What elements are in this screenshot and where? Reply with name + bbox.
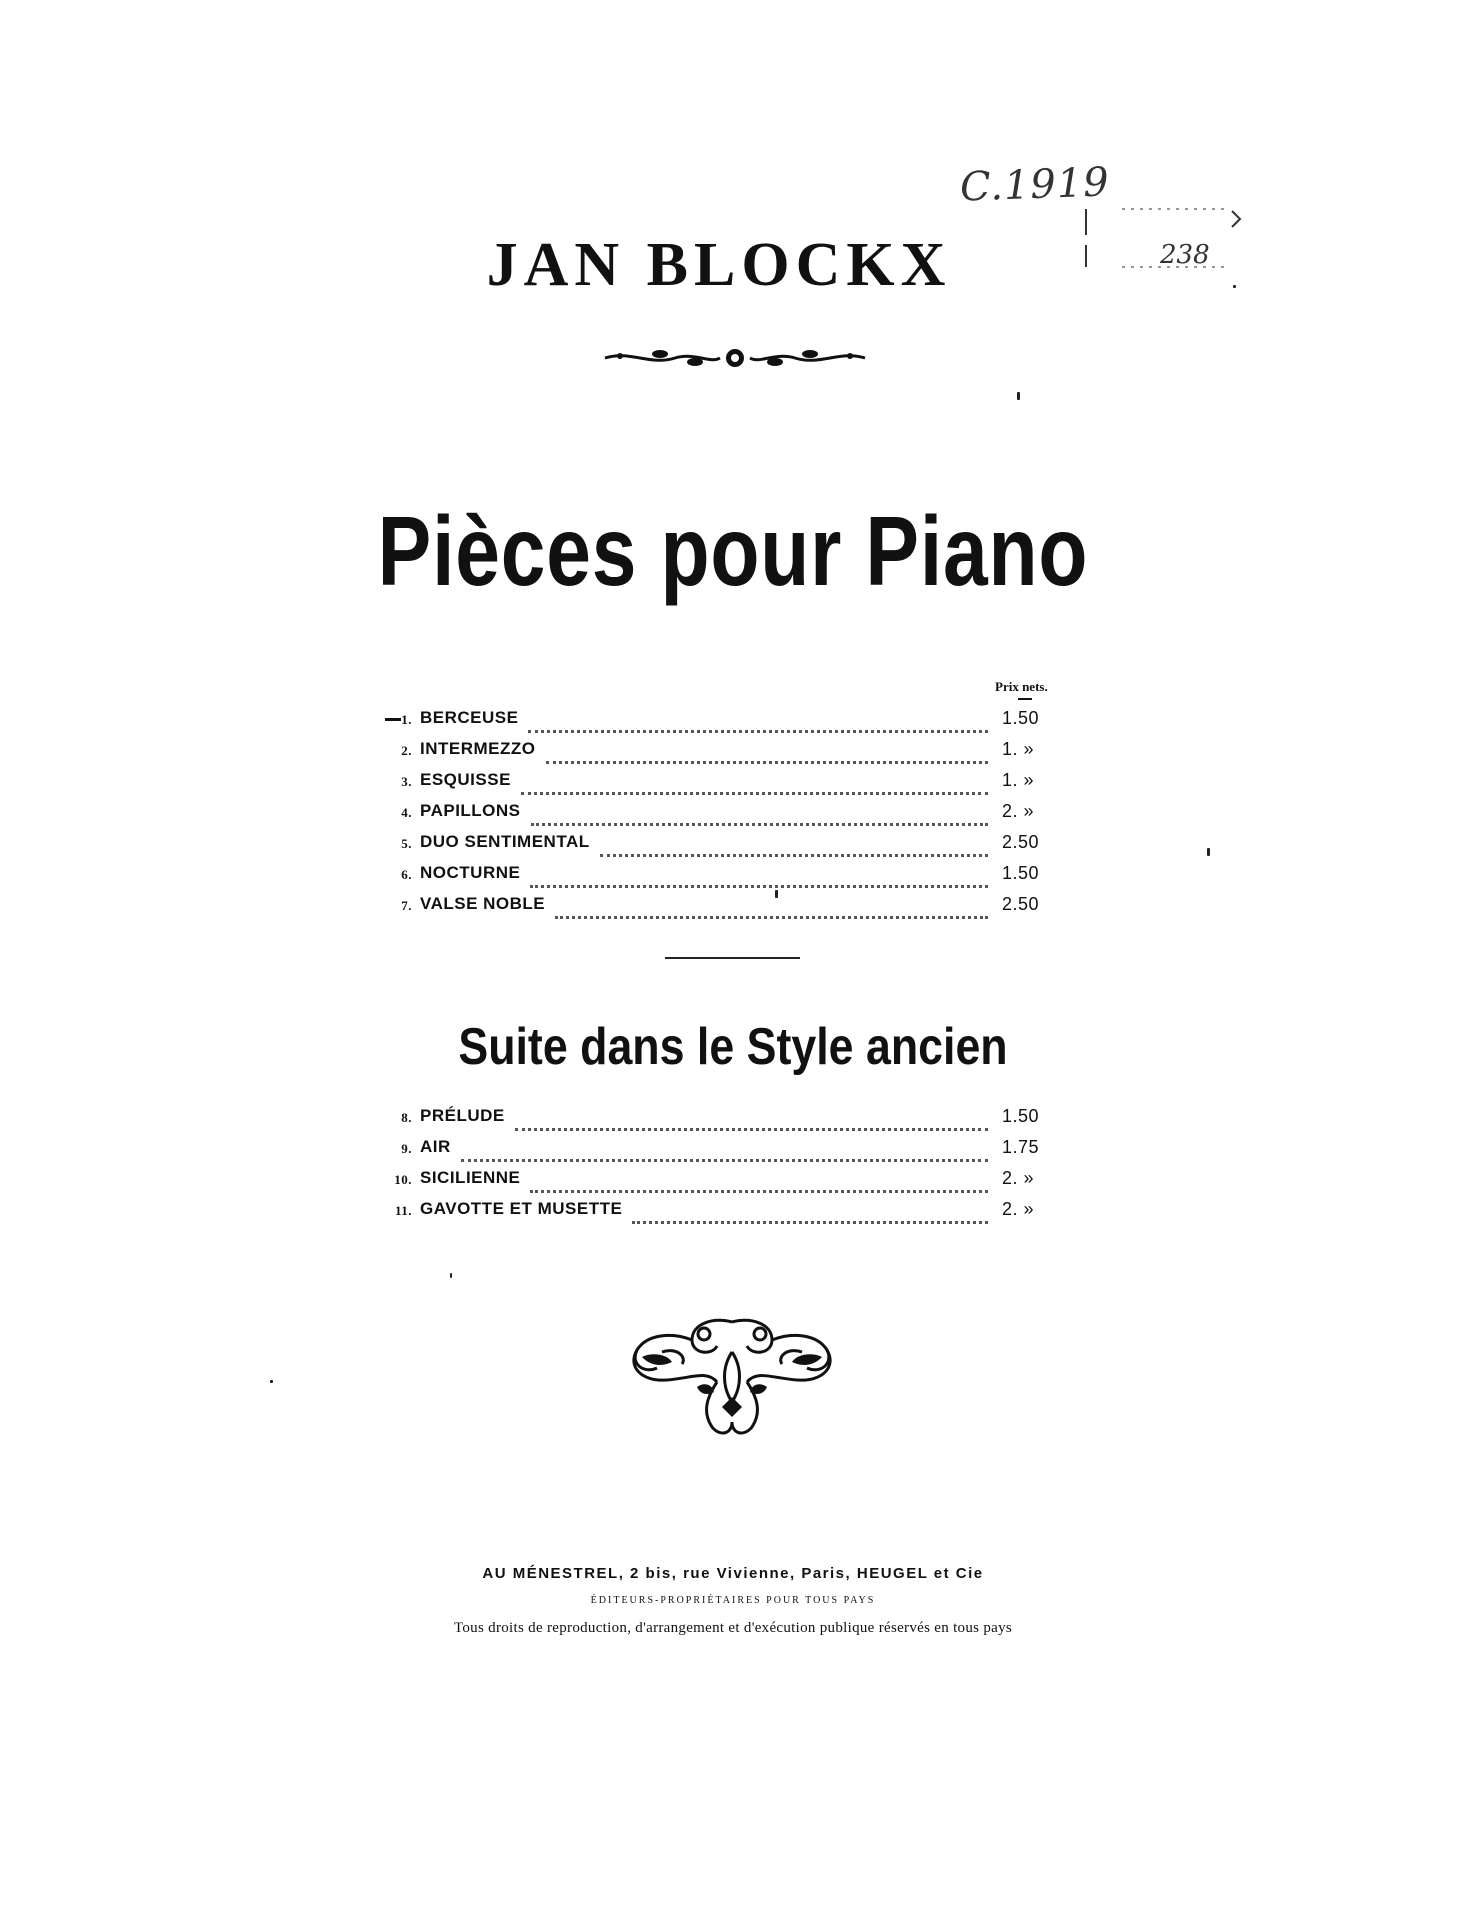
price-column-header: Prix nets. — [995, 679, 1048, 694]
list-item: 4. PAPILLONS 2. » — [372, 801, 1052, 827]
page-title: Pièces pour Piano — [377, 496, 1089, 606]
library-stamp-code: C.1919 — [959, 159, 1111, 211]
floral-ornament-icon — [600, 340, 870, 376]
scan-speck — [450, 1273, 452, 1278]
list-item: 9. AIR 1.75 — [372, 1137, 1052, 1163]
publisher-line: AU MÉNESTREL, 2 bis, rue Vivienne, Paris, HEUGEL et Cie — [482, 1565, 984, 1582]
publisher-rights-line: ÉDITEURS-PROPRIÉTAIRES POUR TOUS PAYS — [590, 1595, 876, 1606]
list-item: 11. GAVOTTE ET MUSETTE 2. » — [372, 1199, 1052, 1225]
list-item: 7. VALSE NOBLE 2.50 — [372, 894, 1052, 920]
list-item: 1. BERCEUSE 1.50 — [372, 708, 1052, 734]
scan-speck — [775, 890, 778, 898]
list-item: 3. ESQUISSE 1. » — [372, 770, 1052, 796]
list-item: 8. PRÉLUDE 1.50 — [372, 1106, 1052, 1132]
scan-speck — [270, 1380, 273, 1383]
list-item: 5. DUO SENTIMENTAL 2.50 — [372, 832, 1052, 858]
scan-speck — [1017, 392, 1020, 400]
composer-name: JAN BLOCKX — [486, 231, 952, 299]
section-divider — [665, 957, 800, 959]
library-stamp-number: 238 — [1160, 240, 1210, 270]
list-item: 2. INTERMEZZO 1. » — [372, 739, 1052, 765]
section-title: Suite dans le Style ancien — [458, 1018, 1008, 1076]
list-item: 6. NOCTURNE 1.50 — [372, 863, 1052, 889]
scan-speck — [1207, 848, 1210, 856]
art-nouveau-ornament-icon — [622, 1312, 842, 1442]
copyright-notice: Tous droits de reproduction, d'arrangement et d'exécution publique réservés en tous pays — [453, 1620, 1013, 1636]
scan-speck — [1233, 285, 1236, 288]
list-item: 10. SICILIENNE 2. » — [372, 1168, 1052, 1194]
price-header-underline — [1018, 698, 1032, 700]
